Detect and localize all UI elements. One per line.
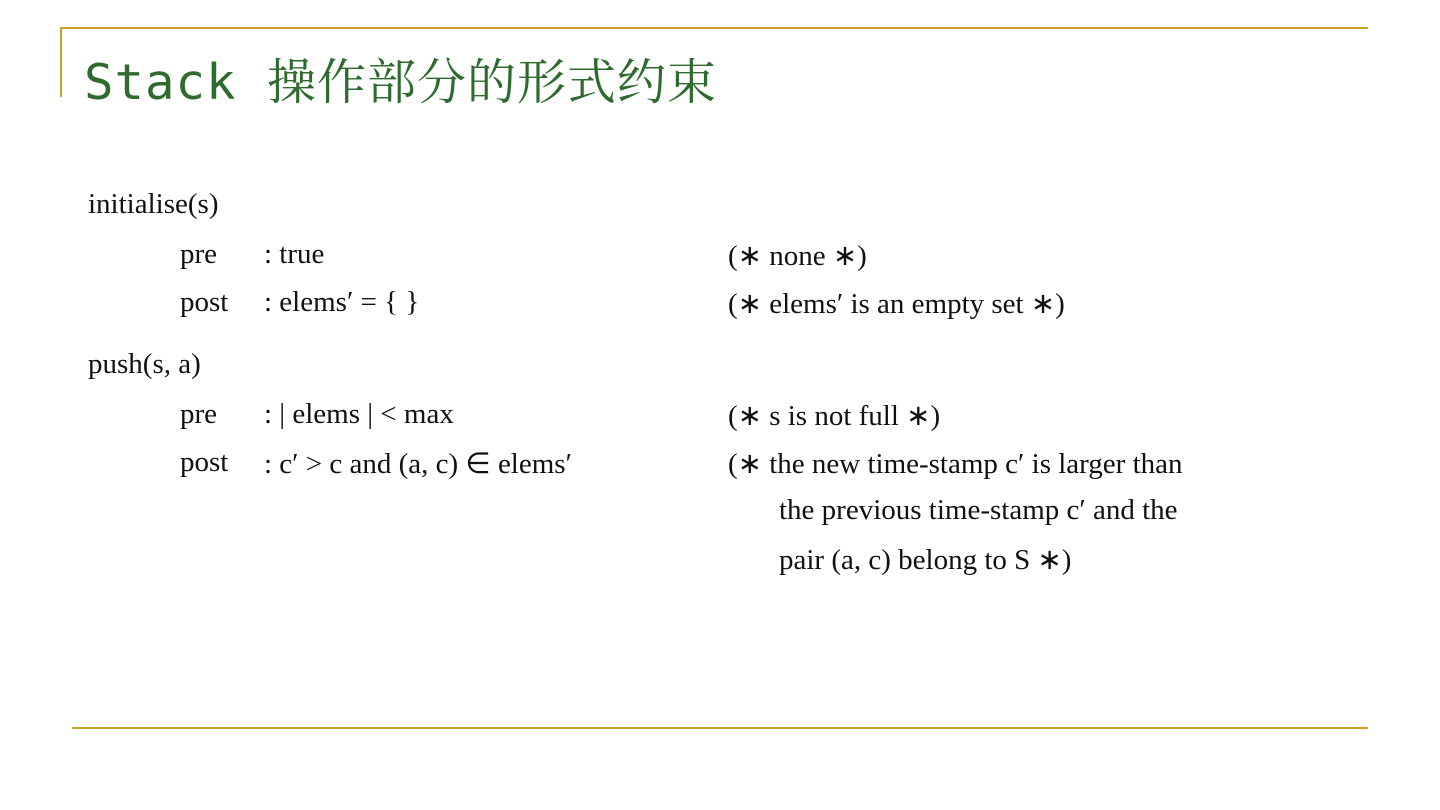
op-initialise-post-label: post [180,286,229,318]
op-initialise-pre-comment: (∗ none ∗) [728,240,867,272]
op-push-pre-label: pre [180,398,218,430]
op-push-post-comment-line2: the previous time-stamp c′ and the [779,494,1178,526]
op-initialise-post-comment: (∗ elems′ is an empty set ∗) [728,288,1065,320]
op-push-pre-comment: (∗ s is not full ∗) [728,400,941,432]
op-push-post-comment-line3: pair (a, c) belong to S ∗) [779,544,1072,576]
op-push-name: push(s, a) [88,348,201,380]
title-top-rule [62,27,1368,29]
op-initialise-post-expr: : elems′ = { } [264,286,420,318]
title-left-rule [60,27,62,97]
slide-title: Stack 操作部分的形式约束 [84,54,718,111]
bottom-rule [72,727,1368,729]
op-push-post-label: post [180,446,229,478]
op-initialise-pre-label: pre [180,238,218,270]
op-push-post-comment-line1: (∗ the new time-stamp c′ is larger than [728,448,1183,480]
op-push-post-expr: : c′ > c and (a, c) ∈ elems′ [264,448,572,480]
op-initialise-name: initialise(s) [88,188,219,220]
op-push-pre-expr: : | elems | < max [264,398,454,430]
op-initialise-pre-expr: : true [264,238,325,270]
